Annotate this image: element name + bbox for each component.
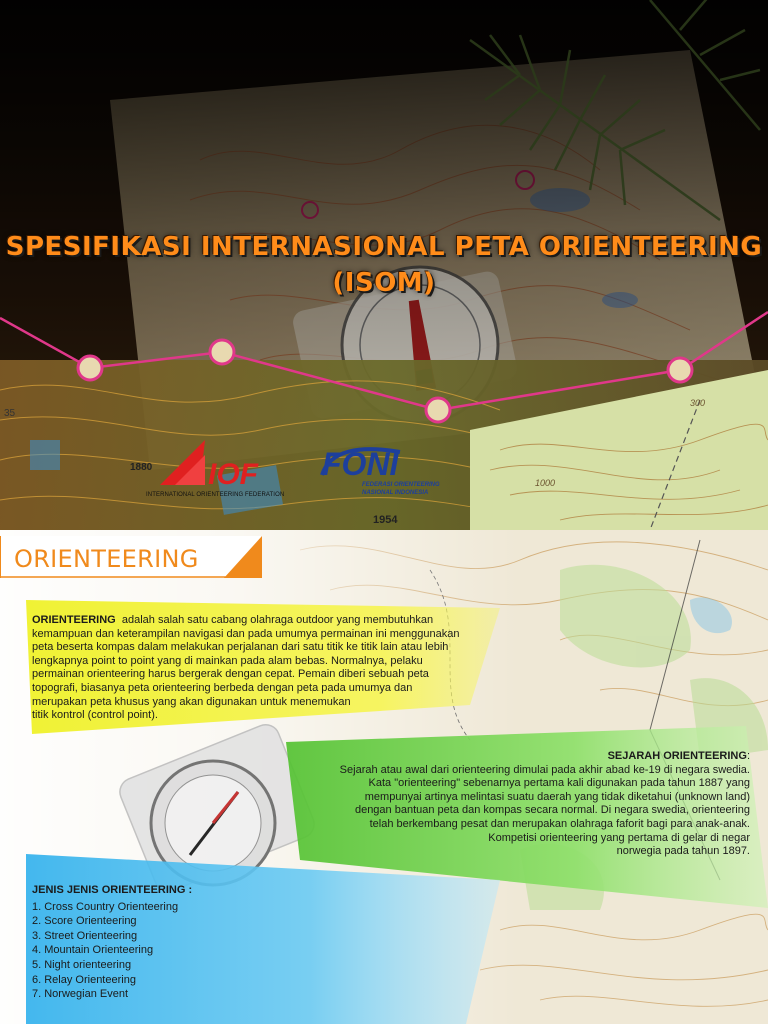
- history-line: mempunyai artinya melintasi suatu daerah yang tidak diketahui (unknown land): [364, 790, 750, 803]
- page-title: SPESIFIKASI INTERNASIONAL PETA ORIENTEERING: [5, 232, 763, 262]
- intro-paragraph: [32, 614, 472, 723]
- history-line: telah berkembang pesat dan merupakan olahraga faforit bagi para anak-anak.: [369, 817, 750, 830]
- history-line: Kompetisi orienteering yang pertama di gelar di negar: [488, 831, 750, 844]
- page-subtitle: (ISOM): [332, 268, 436, 298]
- history-line: norwegia pada tahun 1897.: [616, 845, 750, 858]
- intro-line: merupakan peta khusus yang akan digunakan untuk menemukan: [32, 695, 351, 708]
- map-number-c: 300: [690, 398, 706, 408]
- list-item: 5. Night orienteering: [32, 958, 132, 971]
- history-line: Kata "orienteering" sebenarnya pertama kali digunakan pada tahun 1887 yang: [368, 777, 750, 790]
- intro-line: peta beserta kompas dalam melakukan perjalanan dari satu titik ke titik lain atau lebih: [32, 641, 449, 654]
- history-line: dengan bantuan peta dan kompas secara normal. Di negara swedia, orienteering: [354, 804, 750, 817]
- history-line: Sejarah atau awal dari orienteering dimulai pada akhir abad ke-19 di negara swedia.: [339, 763, 750, 776]
- map-year-a: 1880: [130, 462, 153, 473]
- list-item: 7. Norwegian Event: [32, 988, 128, 1001]
- types-section: [32, 884, 332, 1002]
- intro-line: adalah salah satu cabang olahraga outdoor yang membutuhkan: [121, 614, 434, 626]
- foni-logo-caption-1: FEDERASI ORIENTEERING: [362, 482, 440, 488]
- list-item: 4. Mountain Orienteering: [32, 944, 154, 957]
- list-item: 3. Street Orienteering: [32, 929, 138, 942]
- intro-line: topografi, biasanya peta orienteering berbeda dengan peta pada umumya dan: [32, 681, 413, 694]
- map-year-b: 1954: [373, 514, 398, 526]
- history-heading: SEJARAH ORIENTEERING: [607, 750, 747, 762]
- foni-logo-mark: FONI: [322, 446, 399, 482]
- types-list: [32, 900, 332, 1002]
- intro-line: kemampuan dan keterampilan navigasi dan pada umumya permainan ini menggunakan: [32, 627, 460, 640]
- intro-line: titik kontrol (control point).: [32, 709, 158, 722]
- types-heading: JENIS JENIS ORIENTEERING :: [32, 884, 193, 896]
- map-number-a: 35: [4, 408, 16, 419]
- intro-term: ORIENTEERING: [32, 614, 116, 626]
- list-item: 2. Score Orienteering: [32, 915, 137, 928]
- list-item: 1. Cross Country Orienteering: [32, 900, 179, 913]
- history-section: [296, 750, 750, 859]
- section-heading: ORIENTEERING: [14, 545, 199, 573]
- list-item: 6. Relay Orienteering: [32, 973, 136, 986]
- intro-line: lengkapnya point to point yang di mainkan pada alam bebas. Normalnya, pelaku: [32, 654, 423, 667]
- history-heading-colon: :: [746, 750, 750, 762]
- foni-logo-caption-2: NASIONAL INDONESIA: [362, 490, 429, 496]
- iof-logo-caption: INTERNATIONAL ORIENTEERING FEDERATION: [146, 492, 285, 498]
- iof-logo-mark: IOF: [208, 458, 258, 491]
- intro-line: permainan orienteering harus bergerak dengan cepat. Pemain diberi sebuah peta: [32, 668, 429, 681]
- map-number-b: 1000: [535, 478, 556, 488]
